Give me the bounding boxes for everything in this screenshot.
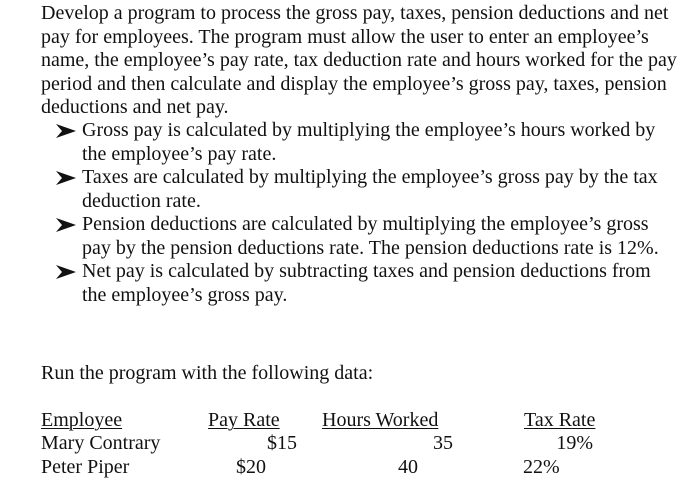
- table-cell-hours-worked: 35: [433, 432, 453, 454]
- table-cell-hours-worked: 40: [398, 456, 418, 478]
- list-item-text: Pension deductions are calculated by multiplying the employee’s gross pay by the pension deductions rate. The pension deductions rate is 12%.: [82, 213, 659, 259]
- run-instruction: Run the program with the following data:: [41, 362, 374, 384]
- column-header-hours-worked: Hours Worked: [322, 409, 439, 431]
- table-cell-tax-rate: 19%: [556, 432, 593, 454]
- table-cell-pay-rate: $20: [236, 456, 266, 478]
- list-item-text: Taxes are calculated by multiplying the employee’s gross pay by the tax deduction rate.: [82, 166, 658, 212]
- intro-paragraph: Develop a program to process the gross pay, taxes, pension deductions and net pay for employees. The program must allow the user to enter an employee’s name, the employee’s pay rate, tax deduction rate and hours worked for the pay period and then calculate and display the employee’s gross pay, taxes, pension deductions and net pay.: [41, 2, 677, 118]
- column-header-tax-rate: Tax Rate: [524, 409, 596, 431]
- column-header-pay-rate: Pay Rate: [208, 409, 280, 431]
- list-item-text: Gross pay is calculated by multiplying the employee’s hours worked by the employee’s pay rate.: [82, 119, 656, 165]
- list-item-text: Net pay is calculated by subtracting taxes and pension deductions from the employee’s gross pay.: [82, 260, 651, 306]
- column-header-employee: Employee: [41, 409, 123, 431]
- table-cell-employee: Mary Contrary: [41, 432, 161, 454]
- table-cell-pay-rate: $15: [267, 432, 297, 454]
- table-cell-tax-rate: 22%: [523, 456, 560, 478]
- table-cell-employee: Peter Piper: [41, 456, 130, 478]
